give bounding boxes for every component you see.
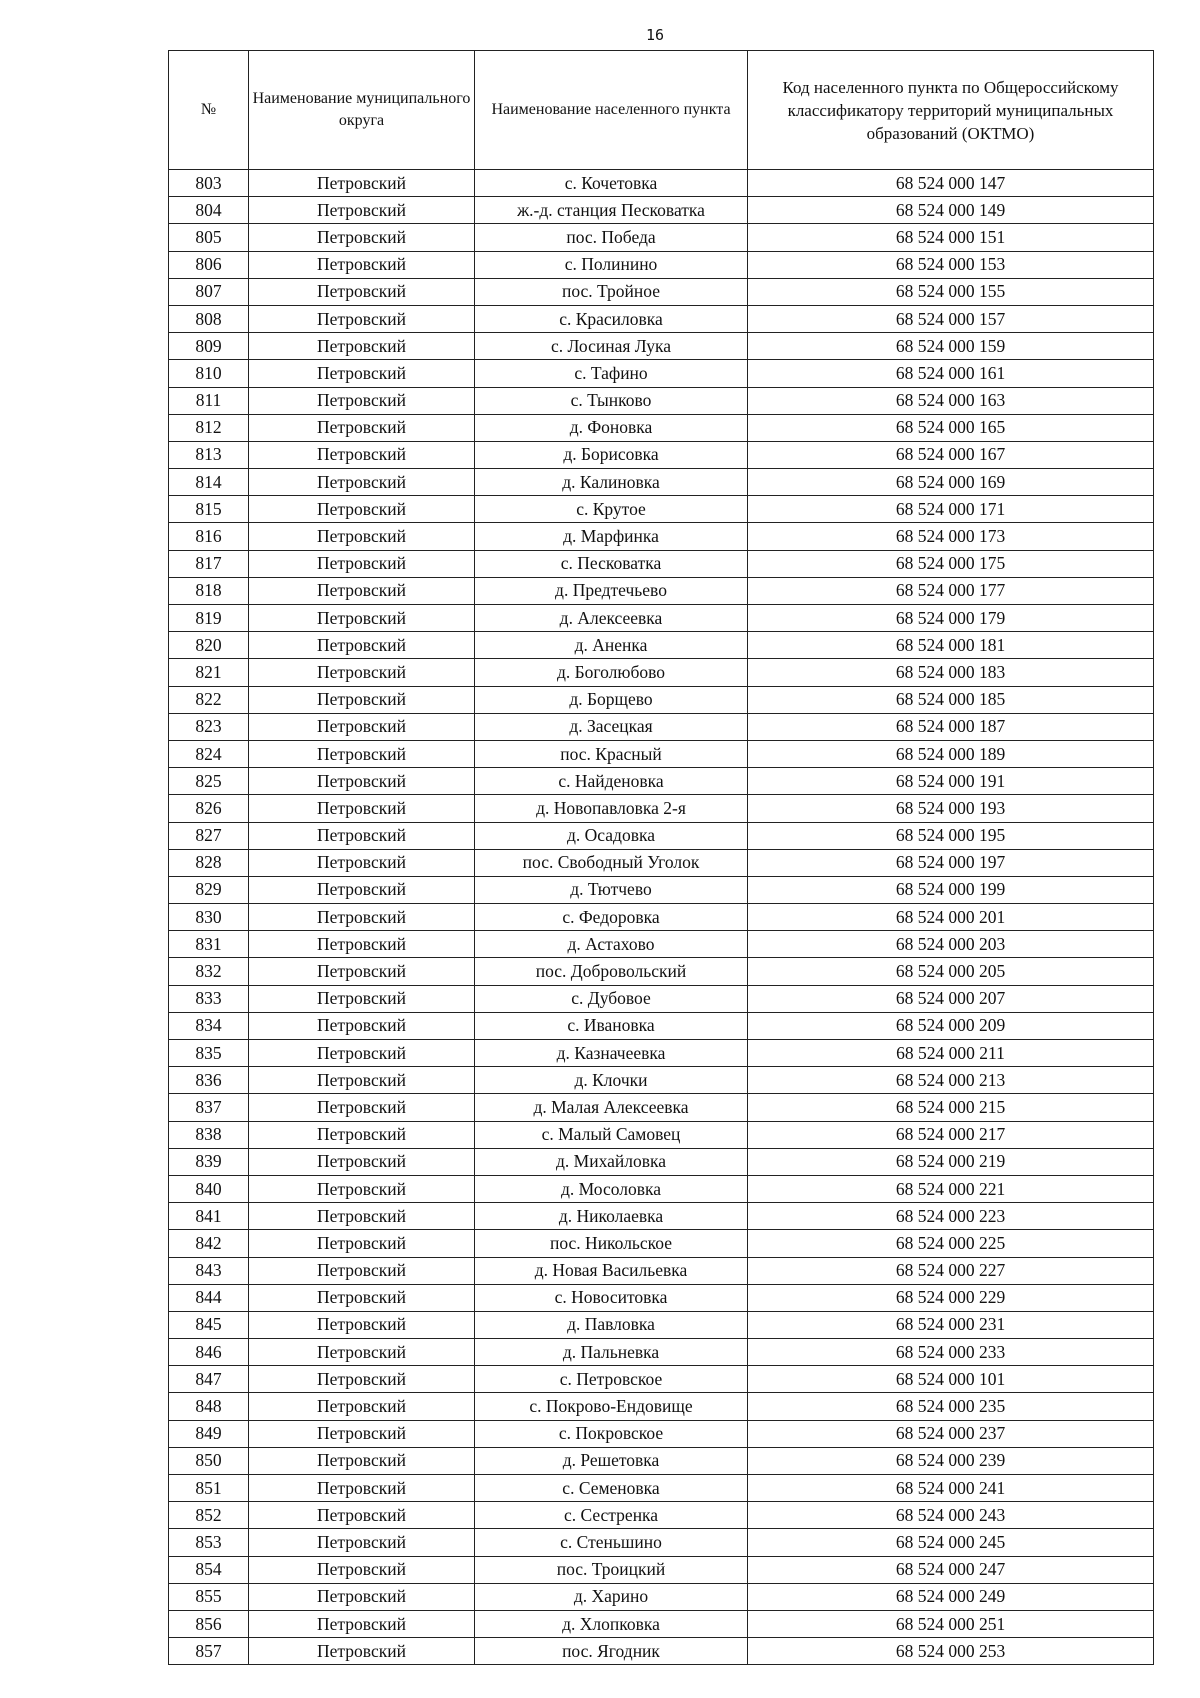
row-locality: д. Засецкая: [475, 713, 748, 740]
row-oktmo-code: 68 524 000 201: [748, 904, 1154, 931]
row-locality: д. Астахово: [475, 931, 748, 958]
row-locality: с. Покровское: [475, 1420, 748, 1447]
table-row: [169, 197, 1154, 224]
row-oktmo-code: 68 524 000 207: [748, 985, 1154, 1012]
row-number: 842: [169, 1230, 249, 1257]
header-district: Наименование муниципального округа: [249, 51, 475, 170]
row-locality: д. Михайловка: [475, 1148, 748, 1175]
table-row: [169, 305, 1154, 332]
row-oktmo-code: 68 524 000 189: [748, 740, 1154, 767]
row-district: Петровский: [249, 387, 475, 414]
table-row: [169, 713, 1154, 740]
row-number: 816: [169, 523, 249, 550]
row-number: 841: [169, 1203, 249, 1230]
row-district: Петровский: [249, 1175, 475, 1202]
row-locality: с. Лосиная Лука: [475, 333, 748, 360]
row-district: Петровский: [249, 170, 475, 197]
table-row: [169, 1393, 1154, 1420]
row-district: Петровский: [249, 659, 475, 686]
row-district: Петровский: [249, 1339, 475, 1366]
row-oktmo-code: 68 524 000 163: [748, 387, 1154, 414]
table-row: [169, 822, 1154, 849]
row-district: Петровский: [249, 632, 475, 659]
row-number: 832: [169, 958, 249, 985]
row-locality: с. Покрово-Ендовище: [475, 1393, 748, 1420]
row-locality: д. Тютчево: [475, 876, 748, 903]
row-district: Петровский: [249, 1638, 475, 1665]
row-locality: с. Тафино: [475, 360, 748, 387]
table-row: [169, 1067, 1154, 1094]
row-number: 857: [169, 1638, 249, 1665]
row-locality: д. Аненка: [475, 632, 748, 659]
row-number: 823: [169, 713, 249, 740]
row-district: Петровский: [249, 1257, 475, 1284]
table-row: [169, 333, 1154, 360]
table-header: [169, 51, 1154, 170]
row-oktmo-code: 68 524 000 169: [748, 469, 1154, 496]
row-number: 804: [169, 197, 249, 224]
row-locality: с. Крутое: [475, 496, 748, 523]
row-district: Петровский: [249, 1121, 475, 1148]
row-number: 838: [169, 1121, 249, 1148]
row-oktmo-code: 68 524 000 251: [748, 1610, 1154, 1637]
row-number: 846: [169, 1339, 249, 1366]
row-locality: д. Хлопковка: [475, 1610, 748, 1637]
row-district: Петровский: [249, 469, 475, 496]
row-number: 827: [169, 822, 249, 849]
row-number: 834: [169, 1012, 249, 1039]
header-oktmo-code: Код населенного пункта по Общероссийскому классификатору территорий муниципальных образований (ОКТМО): [748, 51, 1154, 170]
row-district: Петровский: [249, 1556, 475, 1583]
row-district: Петровский: [249, 360, 475, 387]
table-row: [169, 1257, 1154, 1284]
table-row: [169, 659, 1154, 686]
row-locality: с. Тынково: [475, 387, 748, 414]
row-district: Петровский: [249, 224, 475, 251]
table-row: [169, 1420, 1154, 1447]
row-oktmo-code: 68 524 000 173: [748, 523, 1154, 550]
row-number: 825: [169, 768, 249, 795]
row-district: Петровский: [249, 822, 475, 849]
row-number: 811: [169, 387, 249, 414]
table-row: [169, 278, 1154, 305]
row-district: Петровский: [249, 577, 475, 604]
row-locality: с. Сестренка: [475, 1502, 748, 1529]
row-district: Петровский: [249, 1284, 475, 1311]
row-locality: д. Казначеевка: [475, 1040, 748, 1067]
row-oktmo-code: 68 524 000 217: [748, 1121, 1154, 1148]
row-number: 853: [169, 1529, 249, 1556]
page-number: 16: [645, 26, 665, 44]
table-row: [169, 469, 1154, 496]
row-oktmo-code: 68 524 000 241: [748, 1475, 1154, 1502]
row-locality: д. Мосоловка: [475, 1175, 748, 1202]
row-oktmo-code: 68 524 000 185: [748, 686, 1154, 713]
row-oktmo-code: 68 524 000 153: [748, 251, 1154, 278]
row-number: 808: [169, 305, 249, 332]
row-locality: с. Новоситовка: [475, 1284, 748, 1311]
row-oktmo-code: 68 524 000 205: [748, 958, 1154, 985]
table-row: [169, 849, 1154, 876]
table-row: [169, 1311, 1154, 1338]
row-locality: д. Харино: [475, 1583, 748, 1610]
row-number: 831: [169, 931, 249, 958]
row-oktmo-code: 68 524 000 179: [748, 605, 1154, 632]
row-locality: пос. Ягодник: [475, 1638, 748, 1665]
row-number: 806: [169, 251, 249, 278]
table-row: [169, 1175, 1154, 1202]
row-locality: с. Ивановка: [475, 1012, 748, 1039]
row-district: Петровский: [249, 251, 475, 278]
row-district: Петровский: [249, 1610, 475, 1637]
table-row: [169, 1610, 1154, 1637]
table-row: [169, 1203, 1154, 1230]
table-row: [169, 1148, 1154, 1175]
row-district: Петровский: [249, 1502, 475, 1529]
row-locality: д. Малая Алексеевка: [475, 1094, 748, 1121]
row-locality: д. Алексеевка: [475, 605, 748, 632]
row-oktmo-code: 68 524 000 225: [748, 1230, 1154, 1257]
row-locality: д. Предтечьево: [475, 577, 748, 604]
table-row: [169, 1094, 1154, 1121]
row-district: Петровский: [249, 740, 475, 767]
row-oktmo-code: 68 524 000 155: [748, 278, 1154, 305]
row-locality: д. Боголюбово: [475, 659, 748, 686]
row-district: Петровский: [249, 523, 475, 550]
row-oktmo-code: 68 524 000 209: [748, 1012, 1154, 1039]
header-locality: Наименование населенного пункта: [475, 51, 748, 170]
table-row: [169, 1556, 1154, 1583]
row-locality: д. Марфинка: [475, 523, 748, 550]
row-locality: д. Новая Васильевка: [475, 1257, 748, 1284]
row-oktmo-code: 68 524 000 221: [748, 1175, 1154, 1202]
row-number: 822: [169, 686, 249, 713]
row-district: Петровский: [249, 931, 475, 958]
row-oktmo-code: 68 524 000 245: [748, 1529, 1154, 1556]
row-locality: д. Осадовка: [475, 822, 748, 849]
row-district: Петровский: [249, 795, 475, 822]
row-number: 805: [169, 224, 249, 251]
row-oktmo-code: 68 524 000 247: [748, 1556, 1154, 1583]
row-oktmo-code: 68 524 000 159: [748, 333, 1154, 360]
table-row: [169, 1366, 1154, 1393]
row-number: 830: [169, 904, 249, 931]
row-district: Петровский: [249, 1067, 475, 1094]
row-district: Петровский: [249, 414, 475, 441]
table-row: [169, 740, 1154, 767]
table-row: [169, 1583, 1154, 1610]
row-locality: пос. Никольское: [475, 1230, 748, 1257]
table-row: [169, 550, 1154, 577]
row-locality: пос. Красный: [475, 740, 748, 767]
row-number: 844: [169, 1284, 249, 1311]
row-district: Петровский: [249, 768, 475, 795]
row-locality: с. Петровское: [475, 1366, 748, 1393]
row-district: Петровский: [249, 1583, 475, 1610]
row-oktmo-code: 68 524 000 157: [748, 305, 1154, 332]
row-number: 837: [169, 1094, 249, 1121]
row-district: Петровский: [249, 904, 475, 931]
row-locality: с. Стеньшино: [475, 1529, 748, 1556]
row-locality: д. Николаевка: [475, 1203, 748, 1230]
table-row: [169, 441, 1154, 468]
table-row: [169, 170, 1154, 197]
table-row: [169, 523, 1154, 550]
table-row: [169, 577, 1154, 604]
row-oktmo-code: 68 524 000 183: [748, 659, 1154, 686]
row-locality: д. Борщево: [475, 686, 748, 713]
row-district: Петровский: [249, 1230, 475, 1257]
row-number: 828: [169, 849, 249, 876]
row-locality: с. Дубовое: [475, 985, 748, 1012]
row-district: Петровский: [249, 1094, 475, 1121]
row-district: Петровский: [249, 1012, 475, 1039]
row-district: Петровский: [249, 278, 475, 305]
row-number: 850: [169, 1447, 249, 1474]
row-oktmo-code: 68 524 000 175: [748, 550, 1154, 577]
row-oktmo-code: 68 524 000 213: [748, 1067, 1154, 1094]
row-oktmo-code: 68 524 000 151: [748, 224, 1154, 251]
row-number: 812: [169, 414, 249, 441]
row-district: Петровский: [249, 849, 475, 876]
row-number: 854: [169, 1556, 249, 1583]
row-district: Петровский: [249, 1148, 475, 1175]
row-oktmo-code: 68 524 000 219: [748, 1148, 1154, 1175]
row-oktmo-code: 68 524 000 239: [748, 1447, 1154, 1474]
row-number: 819: [169, 605, 249, 632]
table-row: [169, 1502, 1154, 1529]
row-number: 807: [169, 278, 249, 305]
table-row: [169, 1638, 1154, 1665]
table-row: [169, 876, 1154, 903]
row-locality: д. Павловка: [475, 1311, 748, 1338]
table-row: [169, 224, 1154, 251]
table-row: [169, 496, 1154, 523]
row-oktmo-code: 68 524 000 237: [748, 1420, 1154, 1447]
row-number: 851: [169, 1475, 249, 1502]
table-body: [169, 170, 1154, 1665]
row-oktmo-code: 68 524 000 243: [748, 1502, 1154, 1529]
row-oktmo-code: 68 524 000 199: [748, 876, 1154, 903]
table-row: [169, 251, 1154, 278]
row-number: 824: [169, 740, 249, 767]
row-oktmo-code: 68 524 000 231: [748, 1311, 1154, 1338]
row-locality: ж.-д. станция Песковатка: [475, 197, 748, 224]
row-district: Петровский: [249, 1447, 475, 1474]
table-row: [169, 1121, 1154, 1148]
row-number: 845: [169, 1311, 249, 1338]
table-row: [169, 795, 1154, 822]
row-district: Петровский: [249, 605, 475, 632]
row-locality: с. Малый Самовец: [475, 1121, 748, 1148]
table-row: [169, 1040, 1154, 1067]
row-district: Петровский: [249, 333, 475, 360]
row-number: 839: [169, 1148, 249, 1175]
row-number: 820: [169, 632, 249, 659]
row-district: Петровский: [249, 686, 475, 713]
row-number: 840: [169, 1175, 249, 1202]
oktmo-table: [168, 50, 1154, 1665]
row-number: 826: [169, 795, 249, 822]
table-row: [169, 414, 1154, 441]
table-row: [169, 605, 1154, 632]
row-oktmo-code: 68 524 000 149: [748, 197, 1154, 224]
row-oktmo-code: 68 524 000 147: [748, 170, 1154, 197]
row-number: 813: [169, 441, 249, 468]
table-row: [169, 632, 1154, 659]
header-row: [169, 51, 1154, 170]
row-number: 809: [169, 333, 249, 360]
row-locality: пос. Троицкий: [475, 1556, 748, 1583]
row-district: Петровский: [249, 1475, 475, 1502]
row-number: 847: [169, 1366, 249, 1393]
row-oktmo-code: 68 524 000 233: [748, 1339, 1154, 1366]
row-number: 829: [169, 876, 249, 903]
row-oktmo-code: 68 524 000 253: [748, 1638, 1154, 1665]
row-locality: д. Фоновка: [475, 414, 748, 441]
row-number: 810: [169, 360, 249, 387]
row-number: 835: [169, 1040, 249, 1067]
row-number: 849: [169, 1420, 249, 1447]
row-district: Петровский: [249, 1366, 475, 1393]
row-oktmo-code: 68 524 000 197: [748, 849, 1154, 876]
row-number: 855: [169, 1583, 249, 1610]
row-oktmo-code: 68 524 000 177: [748, 577, 1154, 604]
row-district: Петровский: [249, 197, 475, 224]
row-locality: д. Пальневка: [475, 1339, 748, 1366]
row-district: Петровский: [249, 1040, 475, 1067]
table-row: [169, 931, 1154, 958]
table-row: [169, 985, 1154, 1012]
row-locality: пос. Победа: [475, 224, 748, 251]
table-row: [169, 387, 1154, 414]
row-oktmo-code: 68 524 000 203: [748, 931, 1154, 958]
row-locality: д. Новопавловка 2-я: [475, 795, 748, 822]
row-locality: д. Решетовка: [475, 1447, 748, 1474]
table-row: [169, 686, 1154, 713]
row-locality: пос. Тройное: [475, 278, 748, 305]
row-locality: с. Красиловка: [475, 305, 748, 332]
row-number: 848: [169, 1393, 249, 1420]
row-number: 833: [169, 985, 249, 1012]
row-oktmo-code: 68 524 000 101: [748, 1366, 1154, 1393]
table-row: [169, 958, 1154, 985]
table-row: [169, 1475, 1154, 1502]
row-locality: пос. Добровольский: [475, 958, 748, 985]
table-row: [169, 360, 1154, 387]
row-district: Петровский: [249, 1311, 475, 1338]
row-oktmo-code: 68 524 000 187: [748, 713, 1154, 740]
row-number: 836: [169, 1067, 249, 1094]
row-district: Петровский: [249, 958, 475, 985]
row-oktmo-code: 68 524 000 165: [748, 414, 1154, 441]
row-oktmo-code: 68 524 000 171: [748, 496, 1154, 523]
table-row: [169, 1529, 1154, 1556]
row-district: Петровский: [249, 1393, 475, 1420]
table-row: [169, 1447, 1154, 1474]
row-oktmo-code: 68 524 000 181: [748, 632, 1154, 659]
row-number: 818: [169, 577, 249, 604]
row-number: 821: [169, 659, 249, 686]
row-oktmo-code: 68 524 000 227: [748, 1257, 1154, 1284]
row-locality: с. Найденовка: [475, 768, 748, 795]
row-district: Петровский: [249, 550, 475, 577]
row-oktmo-code: 68 524 000 211: [748, 1040, 1154, 1067]
row-locality: с. Федоровка: [475, 904, 748, 931]
row-oktmo-code: 68 524 000 215: [748, 1094, 1154, 1121]
row-locality: с. Песковатка: [475, 550, 748, 577]
row-number: 815: [169, 496, 249, 523]
row-locality: пос. Свободный Уголок: [475, 849, 748, 876]
row-oktmo-code: 68 524 000 195: [748, 822, 1154, 849]
row-locality: д. Калиновка: [475, 469, 748, 496]
row-oktmo-code: 68 524 000 193: [748, 795, 1154, 822]
row-number: 856: [169, 1610, 249, 1637]
header-number: №: [169, 51, 249, 170]
row-locality: с. Семеновка: [475, 1475, 748, 1502]
row-number: 843: [169, 1257, 249, 1284]
table-row: [169, 1012, 1154, 1039]
table-row: [169, 904, 1154, 931]
row-district: Петровский: [249, 441, 475, 468]
row-number: 817: [169, 550, 249, 577]
table-row: [169, 768, 1154, 795]
row-locality: с. Кочетовка: [475, 170, 748, 197]
row-district: Петровский: [249, 985, 475, 1012]
row-district: Петровский: [249, 876, 475, 903]
row-oktmo-code: 68 524 000 191: [748, 768, 1154, 795]
row-number: 803: [169, 170, 249, 197]
row-oktmo-code: 68 524 000 249: [748, 1583, 1154, 1610]
row-district: Петровский: [249, 305, 475, 332]
row-district: Петровский: [249, 496, 475, 523]
row-locality: с. Полинино: [475, 251, 748, 278]
row-number: 852: [169, 1502, 249, 1529]
table-row: [169, 1339, 1154, 1366]
row-locality: д. Борисовка: [475, 441, 748, 468]
row-number: 814: [169, 469, 249, 496]
row-oktmo-code: 68 524 000 235: [748, 1393, 1154, 1420]
row-oktmo-code: 68 524 000 167: [748, 441, 1154, 468]
row-oktmo-code: 68 524 000 161: [748, 360, 1154, 387]
row-district: Петровский: [249, 1529, 475, 1556]
row-district: Петровский: [249, 1203, 475, 1230]
table-row: [169, 1230, 1154, 1257]
row-district: Петровский: [249, 1420, 475, 1447]
row-district: Петровский: [249, 713, 475, 740]
row-locality: д. Клочки: [475, 1067, 748, 1094]
table-row: [169, 1284, 1154, 1311]
row-oktmo-code: 68 524 000 223: [748, 1203, 1154, 1230]
row-oktmo-code: 68 524 000 229: [748, 1284, 1154, 1311]
